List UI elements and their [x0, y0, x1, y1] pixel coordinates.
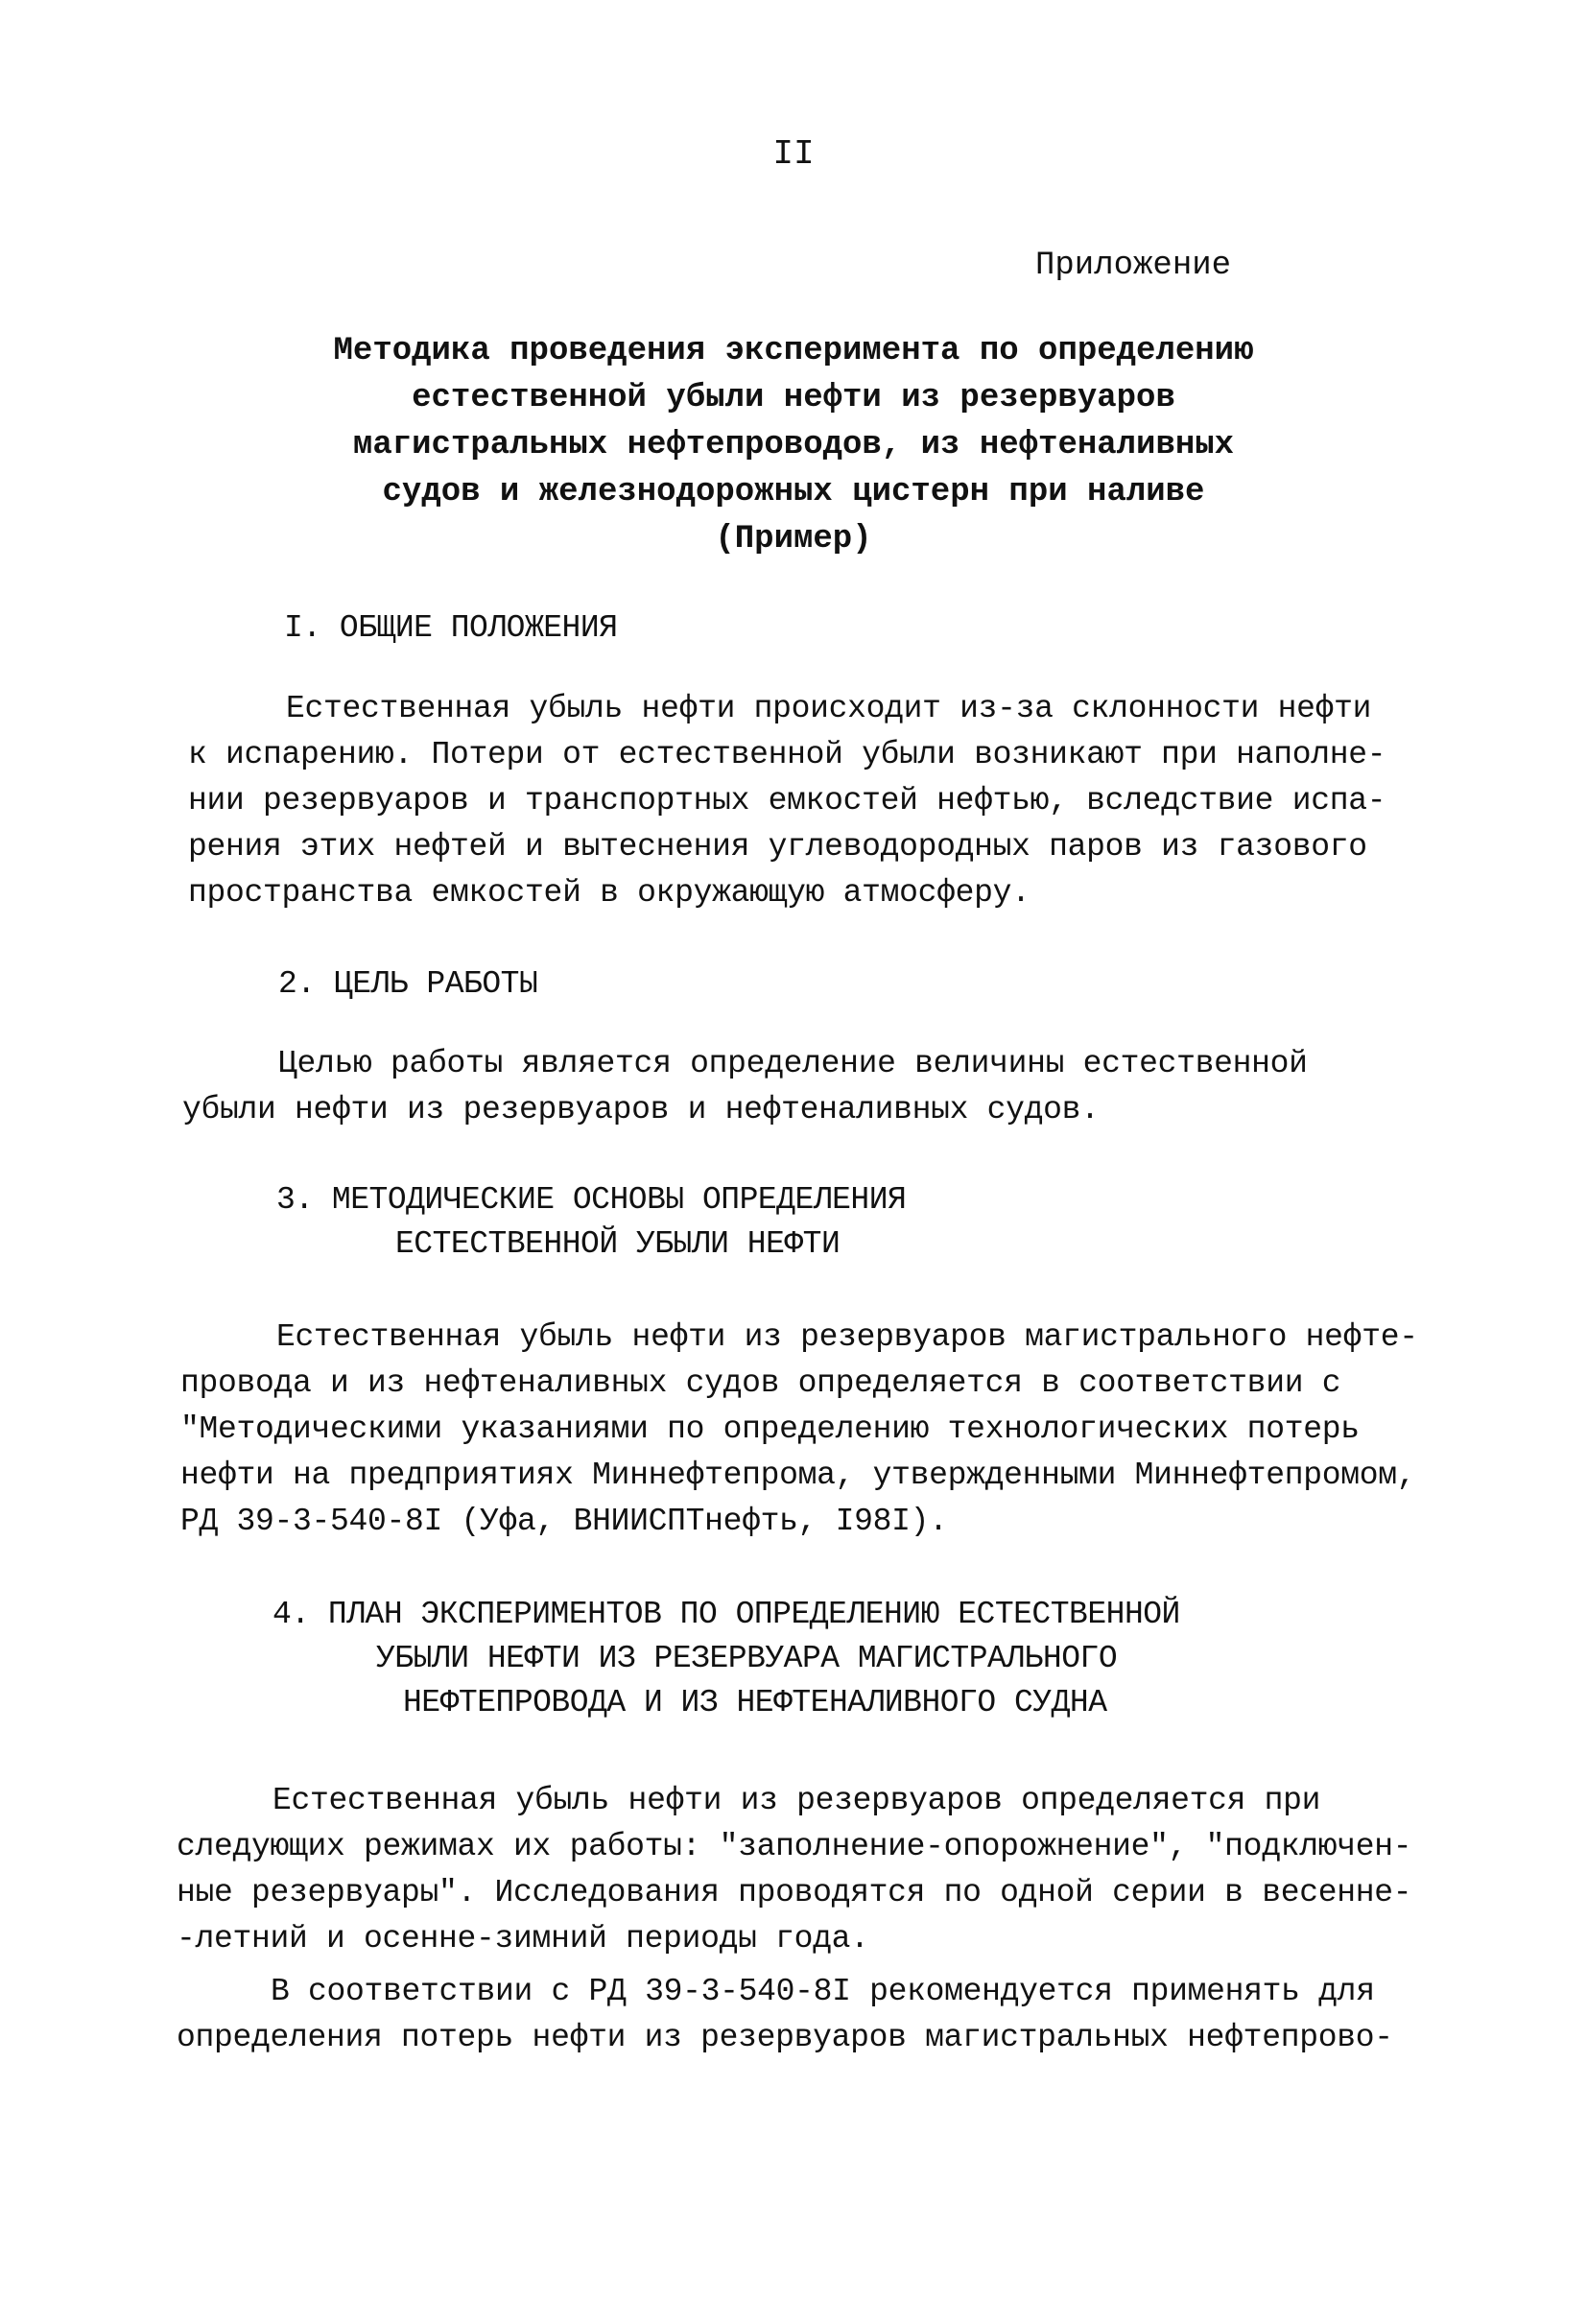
- section-paragraph: [180, 1315, 1418, 1545]
- paragraph-line: определения потерь нефти из резервуаров магистральных нефтепрово-: [177, 2020, 1393, 2055]
- section-paragraph: [177, 1778, 1411, 1962]
- paragraph-line: убыли нефти из резервуаров и нефтеналивных судов.: [182, 1092, 1100, 1127]
- paragraph-line: нии резервуаров и транспортных емкостей нефтью, вследствие испа-: [188, 783, 1386, 818]
- paragraph-line: провода и из нефтеналивных судов определяется в соответствии с: [180, 1365, 1341, 1401]
- paragraph-line: Естественная убыль нефти из резервуаров магистрального нефте-: [276, 1319, 1418, 1355]
- heading-line: 2. ЦЕЛЬ РАБОТЫ: [278, 966, 538, 1002]
- title-line: естественной убыли нефти из резервуаров: [412, 380, 1175, 416]
- heading-line: I. ОБЩИЕ ПОЛОЖЕНИЯ: [284, 610, 618, 646]
- section-paragraph: [188, 686, 1386, 916]
- paragraph-line: "Методическими указаниями по определению технологических потерь: [180, 1411, 1360, 1447]
- section-paragraph: [177, 1969, 1393, 2061]
- paragraph-line: РД 39-3-540-8I (Уфа, ВНИИСПТнефть, I98I).: [180, 1504, 948, 1539]
- section-heading-methods: [276, 1178, 906, 1267]
- paragraph-line: В соответствии с РД 39-3-540-8I рекомендуется применять для: [271, 1974, 1375, 2009]
- section-heading-goal: [278, 962, 537, 1007]
- title-line: магистральных нефтепроводов, из нефтеналивных: [352, 427, 1235, 463]
- appendix-label: Приложение: [1035, 248, 1232, 284]
- document-title: [288, 328, 1299, 563]
- paragraph-line: ные резервуары". Исследования проводятся по одной серии в весенне-: [177, 1875, 1412, 1910]
- paragraph-line: следующих режимах их работы: "заполнение-опорожнение", "подключен-: [177, 1829, 1412, 1864]
- paragraph-line: к испарению. Потери от естественной убыли возникают при наполне-: [188, 737, 1386, 772]
- title-line: (Пример): [715, 521, 872, 557]
- paragraph-line: Целью работы является определение величины естественной: [278, 1046, 1308, 1081]
- paragraph-line: Естественная убыль нефти из резервуаров определяется при: [272, 1783, 1321, 1818]
- paragraph-line: пространства емкостей в окружающую атмосферу.: [188, 875, 1030, 911]
- page-number: II: [772, 134, 815, 174]
- heading-line: НЕФТЕПРОВОДА И ИЗ НЕФТЕНАЛИВНОГО СУДНА: [403, 1685, 1107, 1720]
- paragraph-line: Естественная убыль нефти происходит из-за склонности нефти: [286, 691, 1372, 726]
- heading-line: ЕСТЕСТВЕННОЙ УБЫЛИ НЕФТИ: [395, 1226, 841, 1262]
- paragraph-line: -летний и осенне-зимний периоды года.: [177, 1921, 869, 1956]
- section-heading-general: [284, 606, 617, 651]
- paragraph-line: рения этих нефтей и вытеснения углеводородных паров из газового: [188, 829, 1367, 865]
- section-paragraph: [182, 1041, 1308, 1133]
- heading-line: 4. ПЛАН ЭКСПЕРИМЕНТОВ ПО ОПРЕДЕЛЕНИЮ ЕСТЕСТВЕННОЙ: [272, 1597, 1180, 1632]
- heading-line: УБЫЛИ НЕФТИ ИЗ РЕЗЕРВУАРА МАГИСТРАЛЬНОГО: [376, 1641, 1118, 1676]
- title-line: Методика проведения эксперимента по определению: [333, 333, 1254, 369]
- heading-line: 3. МЕТОДИЧЕСКИЕ ОСНОВЫ ОПРЕДЕЛЕНИЯ: [276, 1182, 907, 1218]
- paragraph-line: нефти на предприятиях Миннефтепрома, утвержденными Миннефтепромом,: [180, 1458, 1416, 1493]
- title-line: судов и железнодорожных цистерн при наливе: [382, 474, 1205, 510]
- section-heading-plan: [272, 1593, 1180, 1725]
